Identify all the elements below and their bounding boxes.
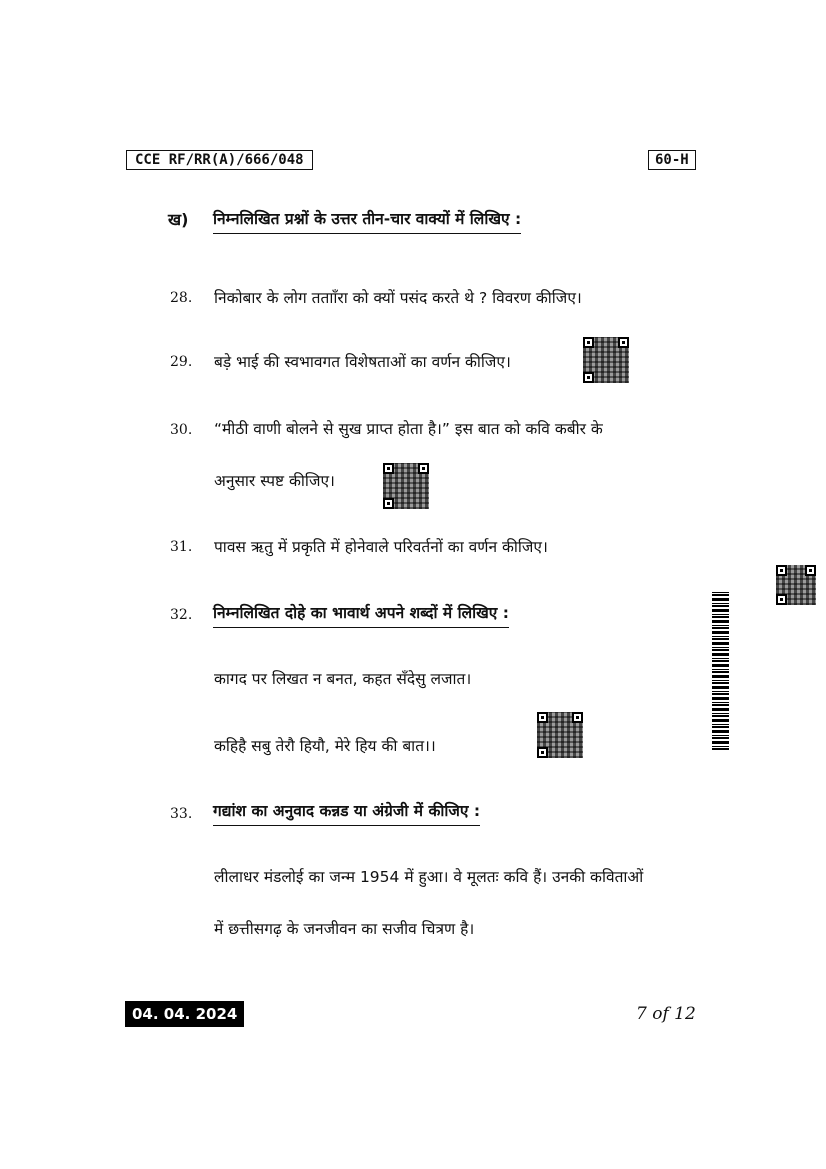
question-text: निकोबार के लोग ततााँरा को क्यों पसंद करते थे ? विवरण कीजिए।: [214, 289, 582, 307]
page-number: 7 of 12: [636, 1004, 696, 1024]
exam-date: 04. 04. 2024: [125, 1001, 244, 1027]
section-letter: ख): [168, 210, 189, 229]
doha-line-1: कागद पर लिखत न बनत, कहत सँदेसु लजात।: [214, 670, 472, 688]
qr-code-icon: [537, 712, 583, 758]
series-code: 60-H: [648, 150, 696, 170]
question-text-line-1: “मीठी वाणी बोलने से सुख प्राप्त होता है।” इस बात को कवि कबीर के: [214, 420, 603, 438]
question-number: 31.: [170, 539, 193, 555]
qr-code-icon: [776, 565, 816, 605]
question-number: 30.: [170, 422, 193, 438]
passage-line-2: में छत्तीसगढ़ के जनजीवन का सजीव चित्रण है।: [214, 920, 475, 938]
question-heading: निम्नलिखित दोहे का भावार्थ अपने शब्दों में लिखिए :: [213, 601, 509, 628]
paper-code: CCE RF/RR(A)/666/048: [126, 150, 313, 170]
passage-line-1: लीलाधर मंडलोई का जन्म 1954 में हुआ। वे मूलतः कवि हैं। उनकी कविताओं: [214, 868, 644, 886]
question-number: 28.: [170, 290, 193, 306]
question-text: पावस ऋतु में प्रकृति में होनेवाले परिवर्तनों का वर्णन कीजिए।: [214, 538, 548, 556]
qr-code-icon: [383, 463, 429, 509]
question-number: 29.: [170, 354, 193, 370]
qr-code-icon: [583, 337, 629, 383]
question-number: 33.: [170, 806, 193, 822]
barcode-icon: [712, 592, 729, 750]
question-heading: गद्यांश का अनुवाद कन्नड या अंग्रेजी में कीजिए :: [213, 799, 480, 826]
question-number: 32.: [170, 607, 193, 623]
section-heading: निम्नलिखित प्रश्नों के उत्तर तीन-चार वाक्यों में लिखिए :: [213, 207, 521, 234]
question-text-line-2: अनुसार स्पष्ट कीजिए।: [214, 472, 335, 490]
question-text: बड़े भाई की स्वभावगत विशेषताओं का वर्णन कीजिए।: [214, 353, 511, 371]
doha-line-2: कहिहै सबु तेरौ हियौ, मेरे हिय की बात।।: [214, 737, 436, 755]
